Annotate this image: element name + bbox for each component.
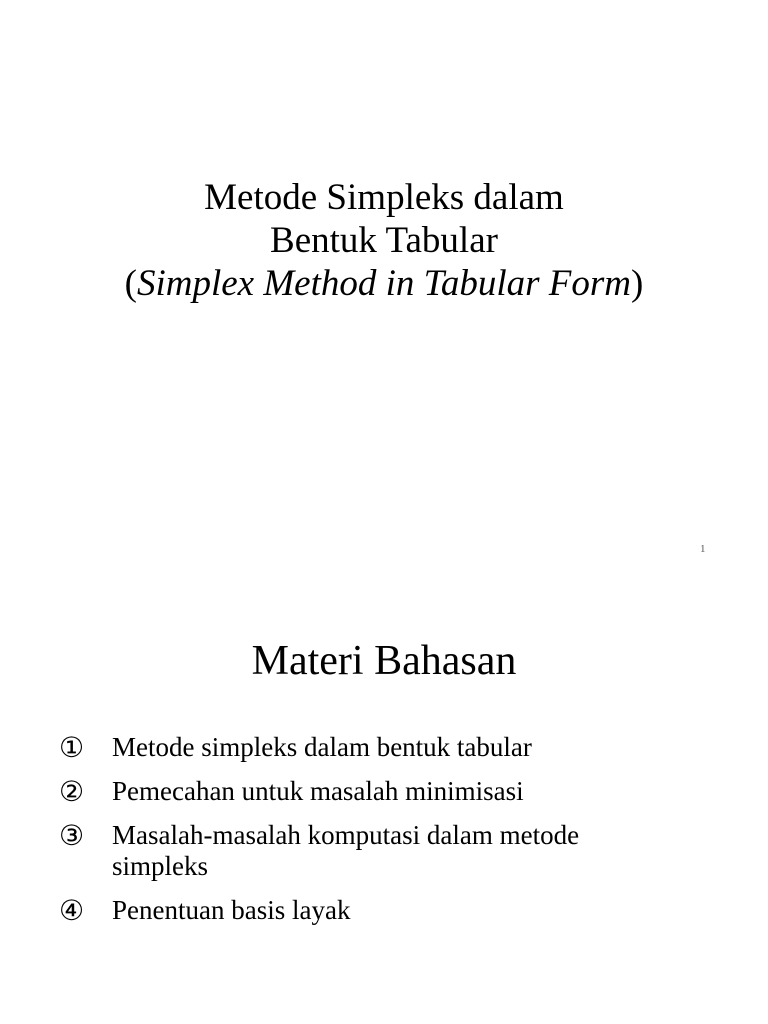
list-item xyxy=(0,820,652,882)
subtitle-paren-close: ) xyxy=(631,263,644,304)
circled-number-3-icon: ③ xyxy=(59,819,85,852)
list-item xyxy=(0,732,652,763)
subtitle-english: Simplex Method in Tabular Form xyxy=(136,263,631,304)
circled-number-1-icon: ① xyxy=(59,731,85,764)
slide-heading: Materi Bahasan xyxy=(251,638,517,684)
list-item xyxy=(0,776,652,807)
page-number: 1 xyxy=(700,543,706,555)
subtitle xyxy=(0,262,768,305)
topic-list xyxy=(0,732,652,939)
title-line-2: Bentuk Tabular xyxy=(270,220,498,261)
circled-number-4-icon: ④ xyxy=(59,894,85,927)
slide-topics xyxy=(0,570,768,1024)
list-item-text: Metode simpleks dalam bentuk tabular xyxy=(112,732,532,762)
list-item-text: Pemecahan untuk masalah minimisasi xyxy=(112,776,524,806)
list-item-text: Penentuan basis layak xyxy=(112,895,351,925)
list-item xyxy=(0,895,652,926)
circled-number-2-icon: ② xyxy=(59,775,85,808)
title-line-1: Metode Simpleks dalam xyxy=(204,177,564,218)
title-block xyxy=(0,176,768,305)
subtitle-paren-open: ( xyxy=(124,263,137,304)
list-item-text: Masalah-masalah komputasi dalam metode simpleks xyxy=(112,820,580,881)
